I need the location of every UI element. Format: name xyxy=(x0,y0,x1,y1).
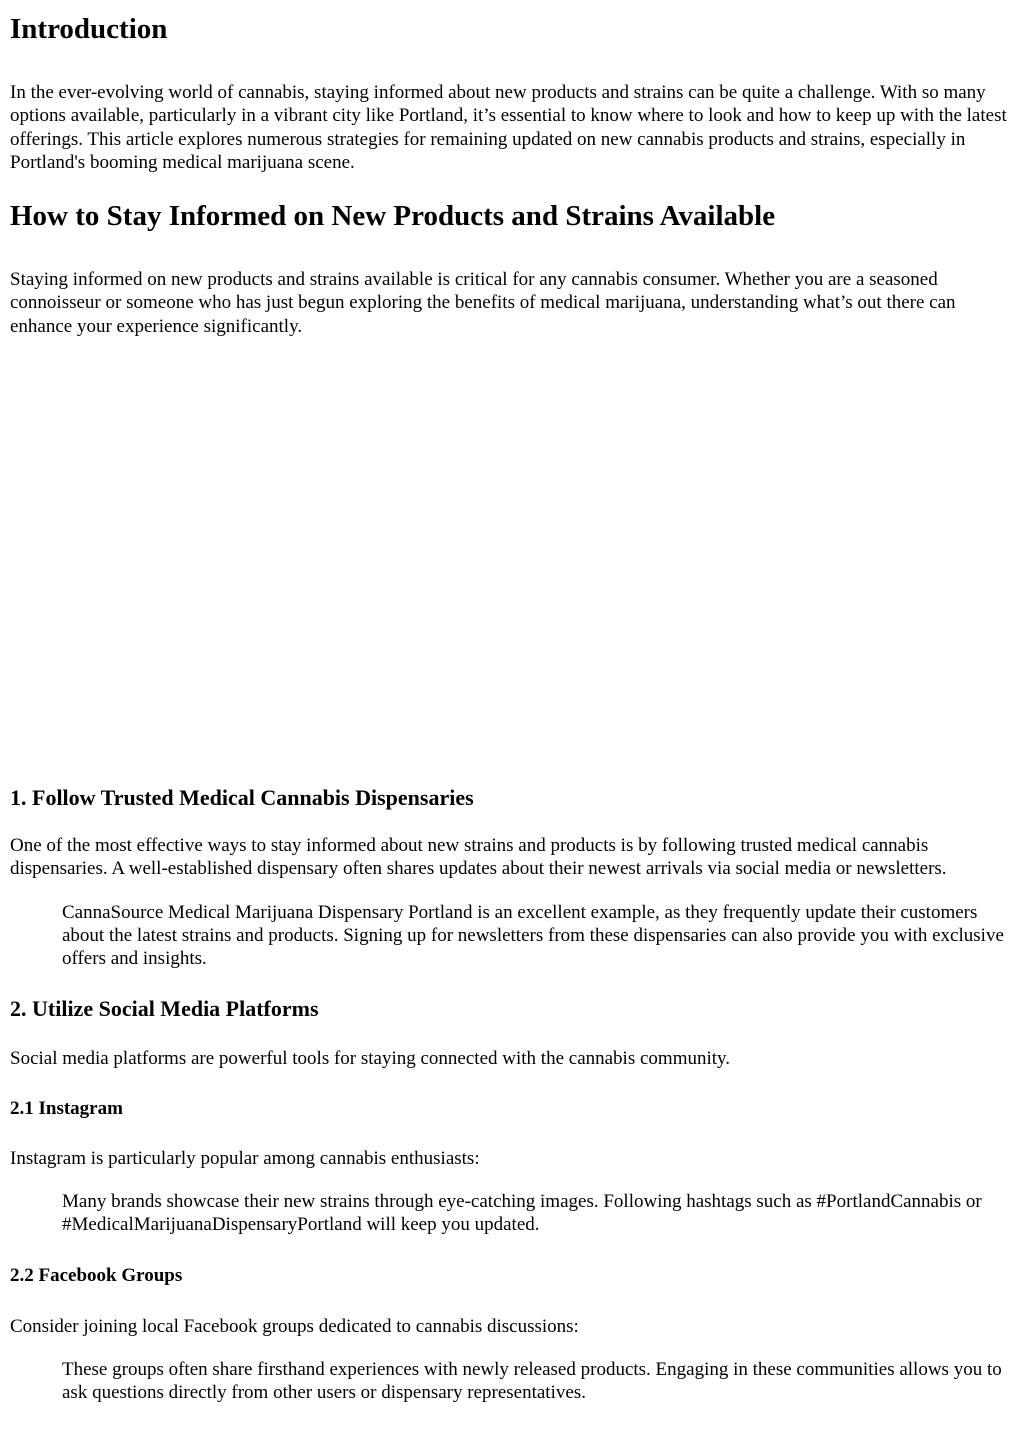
how-to-heading: How to Stay Informed on New Products and Strains Available xyxy=(10,200,776,233)
section2-heading: 2. Utilize Social Media Platforms xyxy=(10,995,319,1021)
instagram-paragraph: Instagram is particularly popular among cannabis enthusiasts: xyxy=(10,1147,480,1169)
section1-heading: 1. Follow Trusted Medical Cannabis Dispensaries xyxy=(10,785,474,811)
facebook-paragraph: Consider joining local Facebook groups dedicated to cannabis discussions: xyxy=(10,1315,579,1337)
section1-paragraph: One of the most effective ways to stay informed about new strains and products is by following trusted medical cannabis dispensaries. A well-established dispensary often shares updates about their newest arrivals via social media or newsletters. xyxy=(10,835,947,880)
instagram-quote: Many brands showcase their new strains through eye-catching images. Following hashtags such as #PortlandCannabis or #MedicalMarijuanaDispensaryPortland will keep you updated. xyxy=(62,1191,982,1236)
how-to-paragraph: Staying informed on new products and strains available is critical for any cannabis consumer. Whether you are a seasoned connoisseur or someone who has just begun exploring the benefits of medical marijuana, understanding what’s out there can enhance your experience significantly. xyxy=(10,269,956,337)
intro-paragraph: In the ever-evolving world of cannabis, staying informed about new products and strains can be quite a challenge. With so many options available, particularly in a vibrant city like Portland, it’s essential to know where to look and how to keep up with the latest offerings. This article explores numerous strategies for remaining updated on new cannabis products and strains, especially in Portland's booming medical marijuana scene. xyxy=(10,82,1007,173)
facebook-quote: These groups often share firsthand experiences with newly released products. Engaging in these communities allows you to ask questions directly from other users or dispensary representatives. xyxy=(62,1359,1002,1404)
facebook-heading: 2.2 Facebook Groups xyxy=(10,1264,183,1286)
section2-paragraph: Social media platforms are powerful tools for staying connected with the cannabis community. xyxy=(10,1047,731,1069)
section1-quote: CannaSource Medical Marijuana Dispensary Portland is an excellent example, as they frequently update their customers about the latest strains and products. Signing up for newsletters from these dispensaries can also provide you with exclusive offers and insights. xyxy=(62,901,1004,970)
article xyxy=(10,0,1014,1405)
instagram-heading: 2.1 Instagram xyxy=(10,1097,123,1119)
blank-embed-area xyxy=(10,338,1014,784)
intro-heading: Introduction xyxy=(10,13,168,45)
